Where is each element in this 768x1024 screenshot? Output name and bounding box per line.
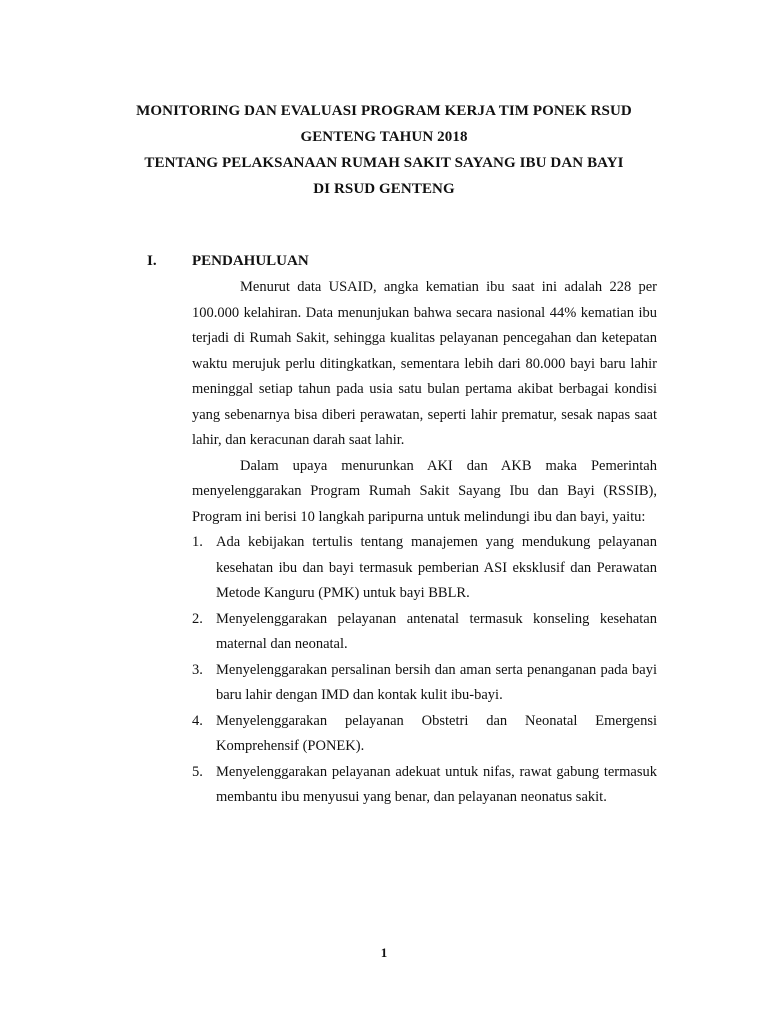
list-item-number: 5. <box>192 763 203 780</box>
paragraph-2: Dalam upaya menurunkan AKI dan AKB maka Pemerintah menyelenggarakan Program Rumah Sakit Sayang Ibu dan Bayi (RSSIB), Program ini berisi 10 langkah paripurna untuk melindungi ibu dan bayi, yaitu: <box>192 457 657 525</box>
list-item-number: 2. <box>192 610 203 627</box>
list-item-text: Menyelenggarakan pelayanan antenatal termasuk konseling kesehatan maternal dan neonatal. <box>216 610 657 652</box>
list-item-text: Ada kebijakan tertulis tentang manajemen yang mendukung pelayanan kesehatan ibu dan bayi termasuk pemberian ASI eksklusif dan Perawatan Metode Kanguru (PMK) untuk bayi BBLR. <box>216 534 657 601</box>
list-item-number: 1. <box>192 534 203 550</box>
section-number: I. <box>147 253 157 269</box>
list-item <box>192 530 657 607</box>
title-line-4: DI RSUD GENTENG <box>313 181 455 197</box>
list-item-number: 4. <box>192 712 203 729</box>
list-item <box>192 709 657 760</box>
title-line-1: MONITORING DAN EVALUASI PROGRAM KERJA TIM PONEK RSUD <box>136 103 632 119</box>
list-item-text: Menyelenggarakan pelayanan adekuat untuk nifas, rawat gabung termasuk membantu ibu menyusui yang benar, dan pelayanan neonatus sakit. <box>216 763 657 805</box>
paragraph-1: Menurut data USAID, angka kematian ibu saat ini adalah 228 per 100.000 kelahiran. Data menunjukan bahwa secara nasional 44% kematian ibu terjadi di Rumah Sakit, sehingga kualitas pelayanan pencegahan dan ketepatan waktu merujuk perlu ditingkatkan, sementara lebih dari 80.000 bayi baru lahir meninggal setiap tahun pada usia satu bulan pertama akibat berbagai kondisi yang sebenarnya bisa diberi perawatan, seperti lahir prematur, sesak napas saat lahir, dan keracunan darah saat lahir. <box>192 279 657 448</box>
list-item-number: 3. <box>192 661 203 678</box>
title-line-2: GENTENG TAHUN 2018 <box>300 129 468 145</box>
title-line-3: TENTANG PELAKSANAAN RUMAH SAKIT SAYANG IBU DAN BAYI <box>144 155 624 171</box>
list-item <box>192 658 657 709</box>
document-body <box>192 275 657 811</box>
steps-list <box>192 530 657 811</box>
list-item <box>192 607 657 658</box>
document-title <box>110 98 658 202</box>
page-number: 1 <box>380 945 388 960</box>
list-item-text: Menyelenggarakan pelayanan Obstetri dan Neonatal Emergensi Komprehensif (PONEK). <box>216 712 657 754</box>
list-item-text: Menyelenggarakan persalinan bersih dan aman serta penanganan pada bayi baru lahir dengan IMD dan kontak kulit ibu-bayi. <box>216 661 657 703</box>
section-title: PENDAHULUAN <box>192 253 309 269</box>
list-item <box>192 760 657 811</box>
